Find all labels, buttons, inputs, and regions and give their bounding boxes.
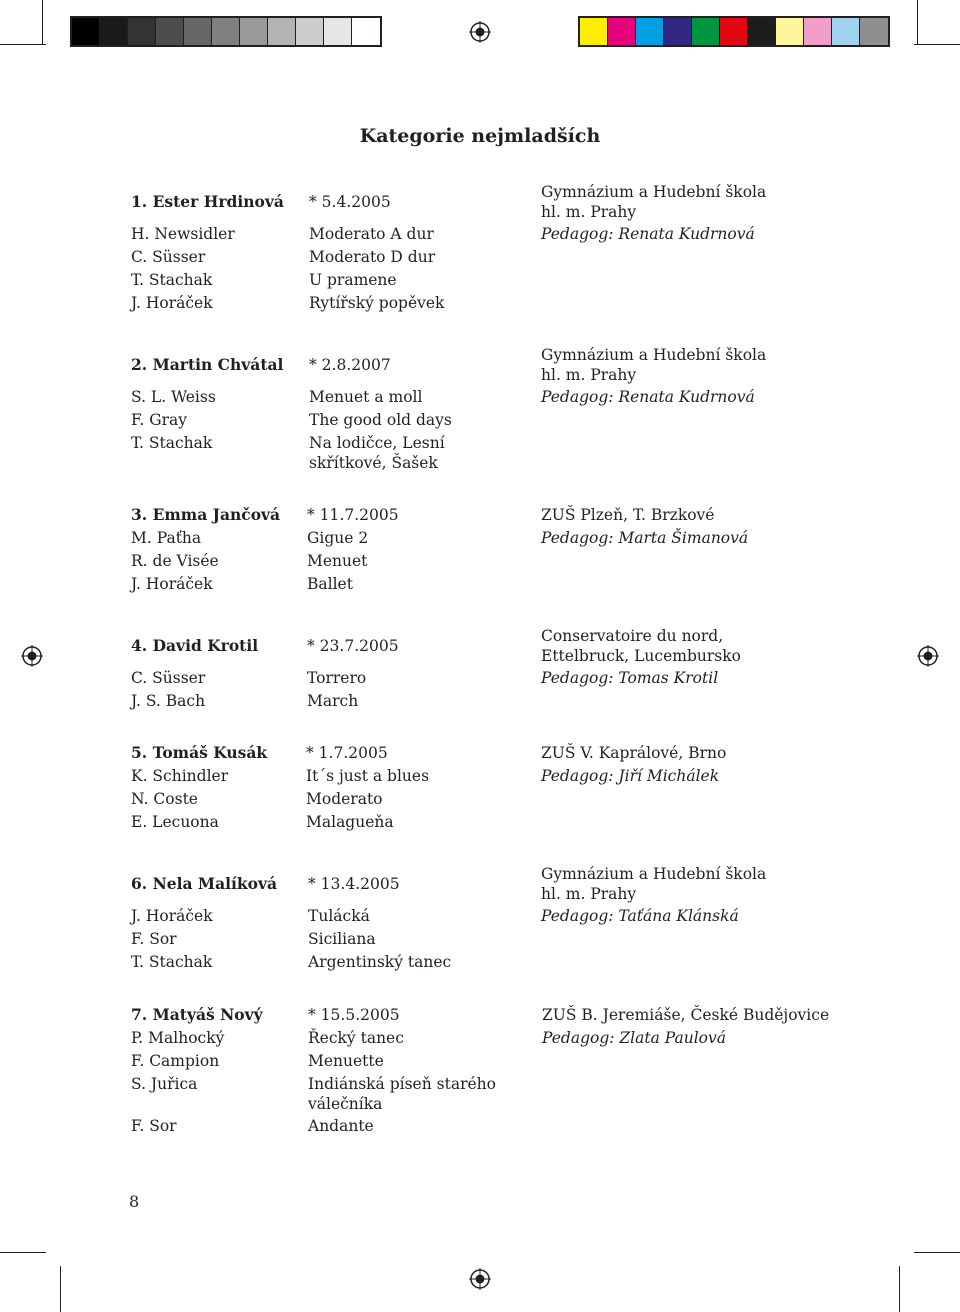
- composer: K. Schindler: [131, 767, 229, 785]
- crop-mark: [899, 1266, 900, 1312]
- contestant-name: 3. Emma Jančová: [131, 505, 281, 524]
- school: Gymnázium a Hudební škola hl. m. Prahy: [541, 183, 767, 221]
- piece-title: Indiánská píseň starého válečníka: [308, 1075, 496, 1113]
- color-swatch: [860, 18, 888, 45]
- color-swatch: [692, 18, 720, 45]
- composer: H. Newsidler: [131, 225, 235, 243]
- crop-mark: [60, 1266, 61, 1312]
- composer: P. Malhocký: [131, 1029, 225, 1047]
- color-swatch: [212, 18, 240, 45]
- school: ZUŠ V. Kaprálové, Brno: [541, 744, 727, 762]
- birth-date: * 5.4.2005: [309, 193, 391, 211]
- school: ZUŠ Plzeň, T. Brzkové: [541, 506, 715, 524]
- color-swatch: [240, 18, 268, 45]
- color-swatch: [184, 18, 212, 45]
- grayscale-color-bar: [70, 16, 382, 47]
- process-color-bar: [578, 16, 890, 47]
- color-swatch: [608, 18, 636, 45]
- composer: F. Gray: [131, 411, 187, 429]
- color-swatch: [296, 18, 324, 45]
- color-swatch: [720, 18, 748, 45]
- composer: J. S. Bach: [131, 692, 206, 710]
- color-swatch: [580, 18, 608, 45]
- pedagog: Pedagog: Taťána Klánská: [541, 907, 739, 925]
- school: Gymnázium a Hudební škola hl. m. Prahy: [541, 865, 767, 903]
- piece-title: Moderato D dur: [309, 248, 436, 266]
- color-swatch: [352, 18, 380, 45]
- crop-mark: [0, 1252, 46, 1253]
- piece-title: Siciliana: [308, 930, 376, 948]
- composer: M. Paťha: [131, 529, 202, 547]
- piece-title: Rytířský popěvek: [309, 294, 445, 312]
- color-swatch: [156, 18, 184, 45]
- composer: F. Campion: [131, 1052, 220, 1070]
- color-swatch: [664, 18, 692, 45]
- birth-date: * 15.5.2005: [308, 1006, 400, 1024]
- piece-title: Andante: [308, 1117, 374, 1135]
- composer: F. Sor: [131, 930, 177, 948]
- piece-title: Menuet a moll: [309, 388, 423, 406]
- contestant-name: 7. Matyáš Nový: [131, 1005, 263, 1024]
- piece-title: It´s just a blues: [306, 767, 430, 785]
- composer: S. Juřica: [131, 1075, 198, 1093]
- piece-title: Menuette: [308, 1052, 384, 1070]
- color-swatch: [636, 18, 664, 45]
- pedagog: Pedagog: Jiří Michálek: [541, 767, 720, 785]
- piece-title: March: [307, 692, 359, 710]
- page-title: Kategorie nejmladších: [359, 125, 601, 147]
- composer: J. Horáček: [131, 294, 213, 312]
- piece-title: Tulácká: [308, 907, 370, 925]
- page-number: 8: [129, 1192, 140, 1211]
- piece-title: The good old days: [309, 411, 452, 429]
- composer: E. Lecuona: [131, 813, 219, 831]
- composer: T. Stachak: [131, 953, 213, 971]
- crop-mark: [914, 1252, 960, 1253]
- piece-title: Moderato A dur: [309, 225, 434, 243]
- composer: T. Stachak: [131, 434, 213, 452]
- piece-title: Moderato: [306, 790, 383, 808]
- color-swatch: [268, 18, 296, 45]
- crop-mark: [0, 44, 46, 45]
- registration-mark-icon: [469, 1268, 491, 1290]
- registration-mark-icon: [21, 645, 43, 667]
- color-swatch: [748, 18, 776, 45]
- piece-title: Argentinský tanec: [308, 953, 452, 971]
- contestant-name: 5. Tomáš Kusák: [131, 743, 268, 762]
- composer: F. Sor: [131, 1117, 177, 1135]
- color-swatch: [128, 18, 156, 45]
- color-swatch: [776, 18, 804, 45]
- composer: N. Coste: [131, 790, 198, 808]
- contestant-name: 6. Nela Malíková: [131, 874, 278, 893]
- registration-mark-icon: [469, 21, 491, 43]
- pedagog: Pedagog: Renata Kudrnová: [541, 388, 755, 406]
- crop-mark: [914, 44, 960, 45]
- color-swatch: [324, 18, 352, 45]
- piece-title: Řecký tanec: [308, 1029, 404, 1047]
- color-swatch: [72, 18, 100, 45]
- piece-title: U pramene: [309, 271, 397, 289]
- piece-title: Malagueňa: [306, 813, 394, 831]
- pedagog: Pedagog: Zlata Paulová: [542, 1029, 727, 1047]
- contestant-name: 2. Martin Chvátal: [131, 355, 284, 374]
- color-swatch: [804, 18, 832, 45]
- birth-date: * 11.7.2005: [307, 506, 399, 524]
- piece-title: Torrero: [307, 669, 367, 687]
- school: Conservatoire du nord, Ettelbruck, Lucembursko: [541, 627, 741, 665]
- composer: J. Horáček: [131, 575, 213, 593]
- birth-date: * 1.7.2005: [306, 744, 388, 762]
- birth-date: * 2.8.2007: [309, 356, 391, 374]
- piece-title: Gigue 2: [307, 529, 369, 547]
- composer: J. Horáček: [131, 907, 213, 925]
- school: ZUŠ B. Jeremiáše, České Budějovice: [542, 1006, 830, 1024]
- contestant-name: 1. Ester Hrdinová: [131, 192, 284, 211]
- piece-title: Menuet: [307, 552, 368, 570]
- pedagog: Pedagog: Marta Šimanová: [541, 529, 749, 547]
- registration-mark-icon: [917, 645, 939, 667]
- composer: C. Süsser: [131, 669, 206, 687]
- color-swatch: [100, 18, 128, 45]
- pedagog: Pedagog: Tomas Krotil: [541, 669, 719, 687]
- crop-mark: [42, 0, 43, 44]
- crop-mark: [917, 0, 918, 44]
- color-swatch: [832, 18, 860, 45]
- composer: T. Stachak: [131, 271, 213, 289]
- birth-date: * 23.7.2005: [307, 637, 399, 655]
- composer: C. Süsser: [131, 248, 206, 266]
- composer: R. de Visée: [131, 552, 219, 570]
- piece-title: Na lodičce, Lesní skřítkové, Šašek: [309, 434, 445, 472]
- pedagog: Pedagog: Renata Kudrnová: [541, 225, 755, 243]
- school: Gymnázium a Hudební škola hl. m. Prahy: [541, 346, 767, 384]
- composer: S. L. Weiss: [131, 388, 216, 406]
- contestant-name: 4. David Krotil: [131, 636, 259, 655]
- birth-date: * 13.4.2005: [308, 875, 400, 893]
- piece-title: Ballet: [307, 575, 353, 593]
